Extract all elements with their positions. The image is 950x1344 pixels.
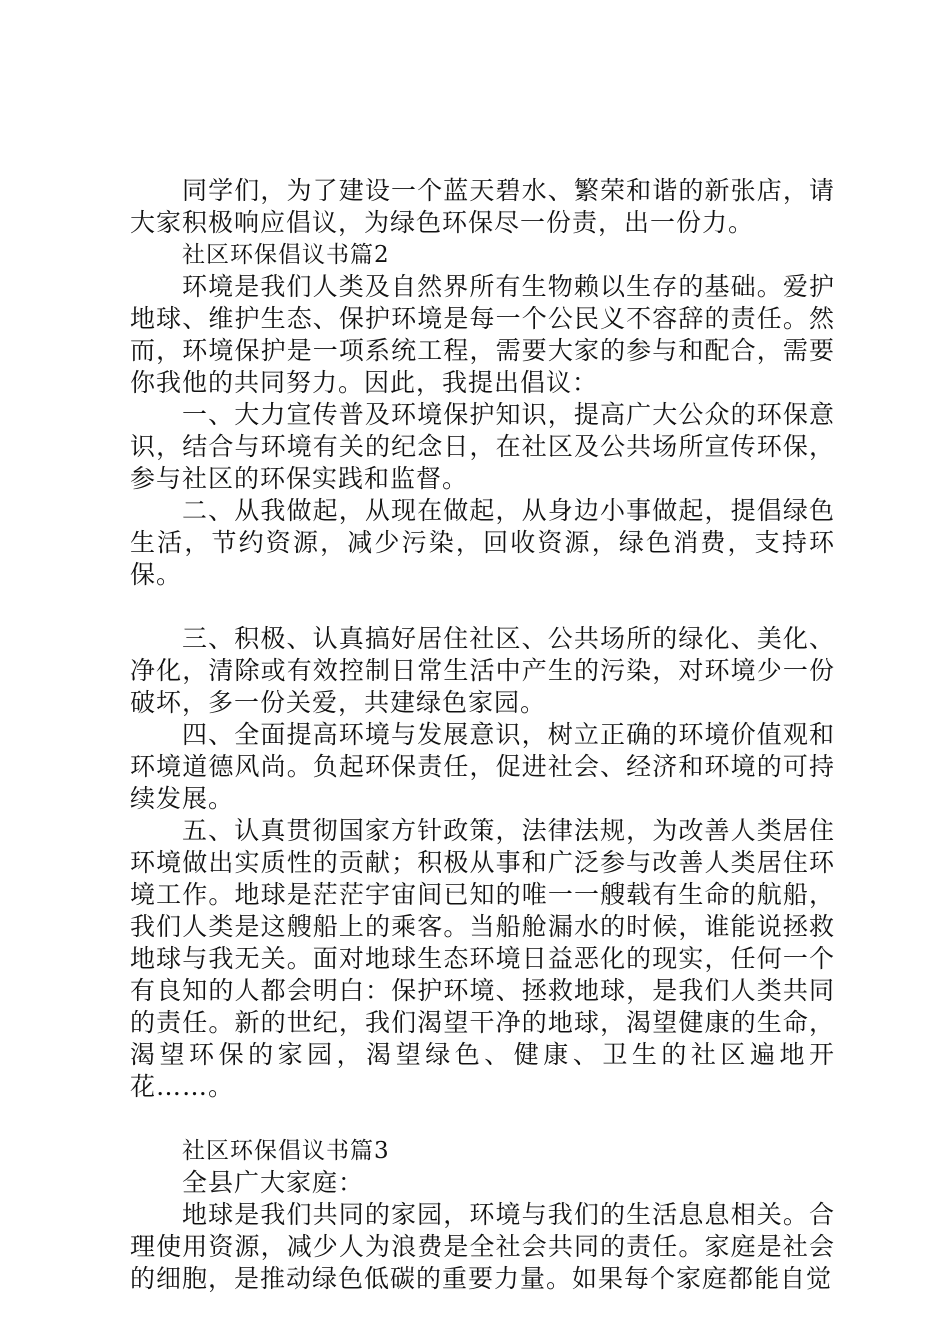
paragraph: 地球是我们共同的家园，环境与我们的生活息息相关。合理使用资源，减少人为浪费是全社会共同的责任。家庭是社会的细胞，是推动绿色低碳的重要力量。如果每个家庭都能自觉 [130, 1200, 835, 1293]
paragraph: 三、积极、认真搞好居住社区、公共场所的绿化、美化、净化，清除或有效控制日常生活中产生的污染，对环境少一份破坏，多一份关爱，共建绿色家园。 [130, 624, 835, 717]
paragraph-spacer [130, 591, 835, 623]
paragraph: 五、认真贯彻国家方针政策，法律法规，为改善人类居住环境做出实质性的贡献；积极从事和广泛参与改善人类居住环境工作。地球是茫茫宇宙间已知的唯一一艘载有生命的航船，我们人类是这艘船上的乘客。当船舱漏水的时候，谁能说拯救地球与我无关。面对地球生态环境日益恶化的现实，任何一个有良知的人都会明白：保护环境、拯救地球，是我们人类共同的责任。新的世纪，我们渴望干净的地球，渴望健康的生命，渴望环保的家园，渴望绿色、健康、卫生的社区遍地开花……。 [130, 816, 835, 1101]
paragraph: 同学们，为了建设一个蓝天碧水、繁荣和谐的新张店，请大家积极响应倡议，为绿色环保尽一份责，出一份力。 [130, 176, 835, 237]
paragraph: 一、大力宣传普及环境保护知识，提高广大公众的环保意识，结合与环境有关的纪念日，在社区及公共场所宣传环保，参与社区的环保实践和监督。 [130, 400, 835, 493]
document-body [130, 175, 835, 1295]
section-heading: 社区环保倡议书篇3 [182, 1138, 390, 1164]
paragraph-spacer [130, 1103, 835, 1135]
paragraph: 四、全面提高环境与发展意识，树立正确的环境价值观和环境道德风尚。负起环保责任，促进社会、经济和环境的可持续发展。 [130, 720, 835, 813]
paragraph: 二、从我做起，从现在做起，从身边小事做起，提倡绿色生活，节约资源，减少污染，回收资源，绿色消费，支持环保。 [130, 496, 835, 589]
paragraph: 全县广大家庭： [182, 1168, 365, 1197]
section-heading: 社区环保倡议书篇2 [182, 242, 390, 268]
paragraph: 环境是我们人类及自然界所有生物赖以生存的基础。爱护地球、维护生态、保护环境是每一个公民义不容辞的责任。然而，环境保护是一项系统工程，需要大家的参与和配合，需要你我他的共同努力。因此，我提出倡议： [130, 272, 835, 397]
